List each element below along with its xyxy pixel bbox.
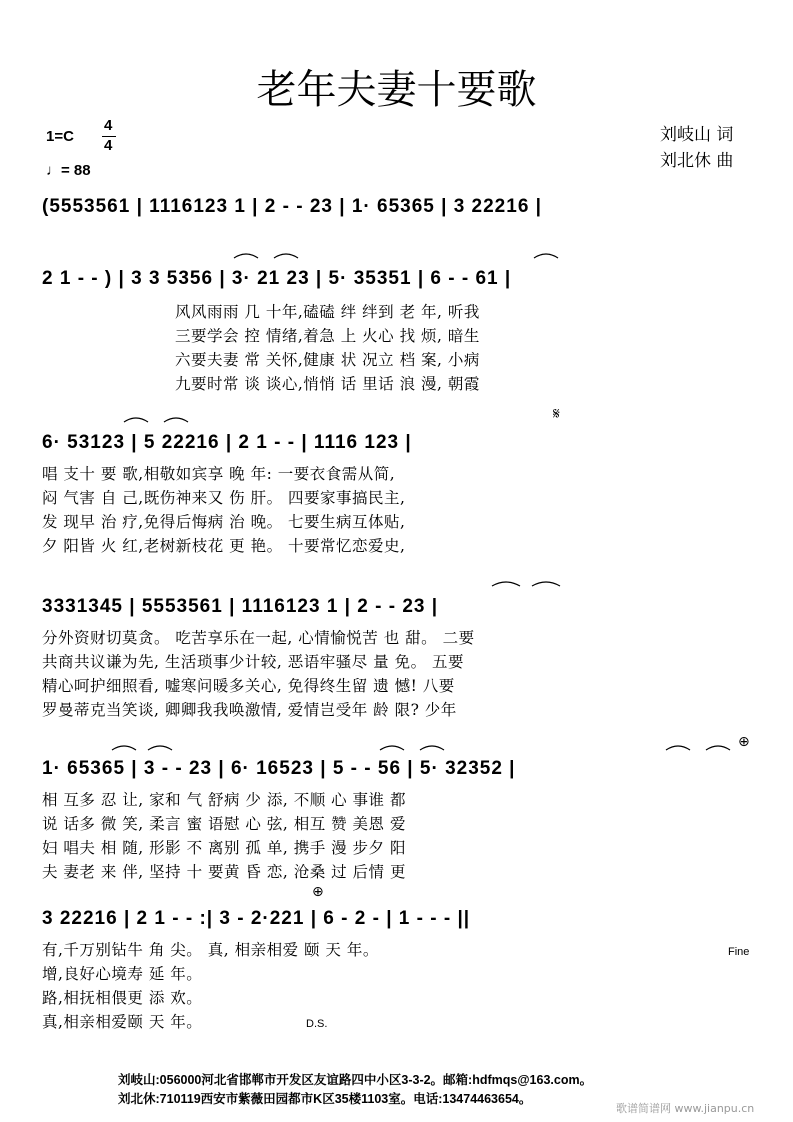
staff-line-6-lyrics-verse-1: 有,千万别钻牛 角 尖。 真, 相亲相爱 颐 天 年。 (42, 941, 379, 959)
slur-mark (380, 746, 404, 750)
staff-line-3-lyrics-verse-3: 发 现早 治 疗,免得后悔病 治 晚。 七要生病互体贴, (42, 513, 406, 531)
segno-icon: 𝄋 (553, 404, 560, 423)
staff-line-5-lyrics-verse-3: 妇 唱夫 相 随, 形影 不 离别 孤 单, 携手 漫 步夕 阳 (42, 839, 406, 857)
slur-mark (274, 254, 298, 258)
staff-line-4-lyrics-verse-2: 共商共议谦为先, 生活琐事少计较, 恶语牢骚尽 量 免。 五要 (42, 653, 464, 671)
staff-line-6-lyrics-verse-3: 路,相抚相偎更 添 欢。 (42, 989, 203, 1007)
coda-icon: ⊕ (312, 884, 324, 900)
staff-line-3-lyrics-verse-1: 唱 支十 要 歌,相敬如宾享 晚 年: 一要衣食需从简, (42, 465, 396, 483)
staff-line-5-notes: 1· 65365 | 3 - - 23 | 6· 16523 | 5 - - 56 | 5· 32352 | (42, 758, 516, 779)
staff-line-5-lyrics-verse-2: 说 话多 微 笑, 柔言 蜜 语慰 心 弦, 相互 赞 美恩 爱 (42, 815, 406, 833)
footer-address-lyricist: 刘岐山:056000河北省邯郸市开发区友谊路四中小区3-3-2。邮箱:hdfmqs@163.com。 (118, 1073, 593, 1087)
slur-mark (234, 254, 258, 258)
staff-line-4-lyrics-verse-3: 精心呵护细照看, 嘘寒问暖多关心, 免得终生留 遗 憾! 八要 (42, 677, 455, 695)
staff-line-3-lyrics-verse-2: 闷 气害 自 己,既伤神来又 伤 肝。 四要家事搞民主, (42, 489, 406, 507)
slur-mark (420, 746, 444, 750)
slur-mark (666, 746, 690, 750)
slur-mark (148, 746, 172, 750)
staff-line-6-lyrics-verse-2: 增,良好心境寿 延 年。 (42, 965, 203, 983)
slur-mark (492, 582, 520, 586)
slur-mark (164, 418, 188, 422)
tempo-marking: ♩= 88 (46, 162, 91, 179)
slur-mark (532, 582, 560, 586)
staff-line-6-notes: 3 22216 | 2 1 - - :| 3 - 2·221 | 6 - 2 - | 1 - - - || (42, 908, 471, 929)
staff-line-5-lyrics-verse-1: 相 互多 忍 让, 家和 气 舒病 少 添, 不顺 心 事谁 都 (42, 791, 406, 809)
staff-line-2-lyrics-verse-3: 六要夫妻 常 关怀,健康 状 况立 档 案, 小病 (175, 351, 480, 369)
time-signature-bottom: 4 (104, 137, 113, 154)
staff-line-4-lyrics-verse-4: 罗曼蒂克当笑谈, 卿卿我我唤激情, 爱情岂受年 龄 限? 少年 (42, 701, 457, 719)
staff-line-6-lyrics-verse-4: 真,相亲相爱颐 天 年。 (42, 1013, 203, 1031)
staff-line-1-notes: (5553561 | 1116123 1 | 2 - - 23 | 1· 65365 | 3 22216 | (42, 196, 542, 217)
slur-mark (534, 254, 558, 258)
page-title: 老年夫妻十要歌 (256, 67, 537, 113)
staff-line-2-lyrics-verse-2: 三要学会 控 情绪,着急 上 火心 找 烦, 暗生 (175, 327, 480, 345)
slur-mark (706, 746, 730, 750)
staff-line-2-notes: 2 1 - - ) | 3 3 5356 | 3· 21 23 | 5· 35351 | 6 - - 61 | (42, 268, 512, 289)
coda-icon: ⊕ (738, 734, 750, 750)
slur-mark (124, 418, 148, 422)
ds-marking: D.S. (306, 1018, 328, 1030)
watermark: 歌谱简谱网 www.jianpu.cn (616, 1102, 755, 1115)
staff-line-4-notes: 3331345 | 5553561 | 1116123 1 | 2 - - 23 | (42, 596, 439, 617)
fine-marking: Fine (728, 946, 750, 958)
footer-address-composer: 刘北休:710119西安市紫薇田园都市K区35楼1103室。电话:13474463654。 (118, 1092, 532, 1106)
slur-mark (112, 746, 136, 750)
time-signature-top: 4 (104, 117, 113, 134)
staff-line-2-lyrics-verse-1: 风风雨雨 几 十年,磕磕 绊 绊到 老 年, 听我 (175, 303, 480, 321)
quarter-note-icon: ♩ (46, 162, 61, 179)
staff-line-4-lyrics-verse-1: 分外资财切莫贪。 吃苦享乐在一起, 心情愉悦苦 也 甜。 二要 (42, 629, 475, 647)
composer-credit: 刘北休 曲 (660, 151, 734, 171)
staff-line-5-lyrics-verse-4: 夫 妻老 来 伴, 坚持 十 要黄 昏 恋, 沧桑 过 后情 更 (42, 863, 406, 881)
staff-line-3-notes: 6· 53123 | 5 22216 | 2 1 - - | 1116 123 | (42, 432, 412, 453)
lyricist-credit: 刘岐山 词 (660, 125, 734, 145)
key-signature: 1=C (46, 128, 74, 145)
staff-line-3-lyrics-verse-4: 夕 阳皆 火 红,老树新枝花 更 艳。 十要常忆恋爱史, (42, 537, 406, 555)
staff-line-2-lyrics-verse-4: 九要时常 谈 谈心,悄悄 话 里话 浪 漫, 朝霞 (175, 375, 480, 393)
